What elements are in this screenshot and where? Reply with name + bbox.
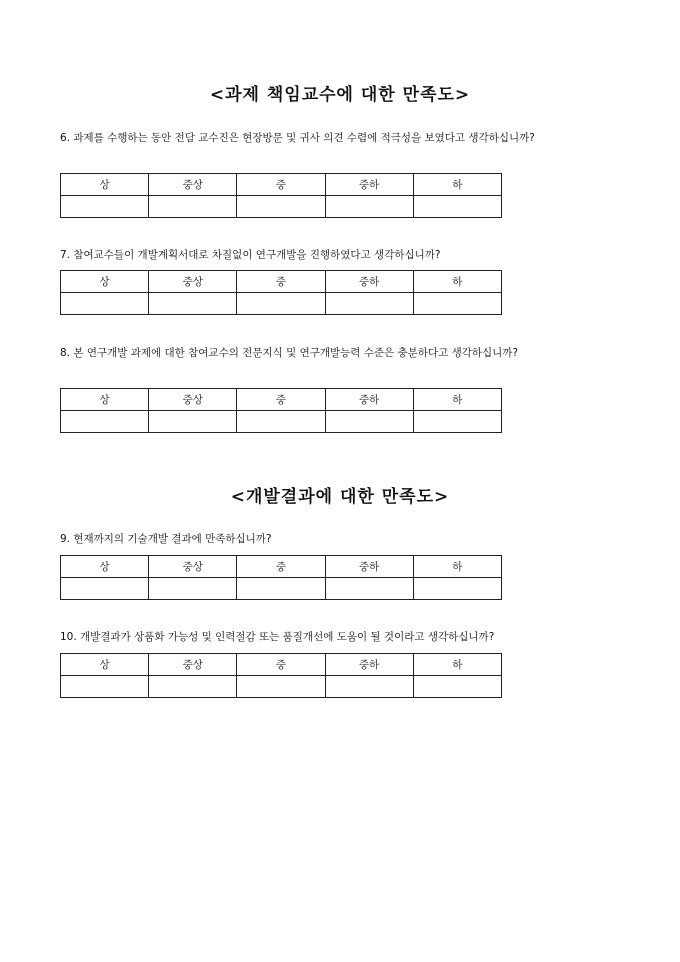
rating-cell-mid[interactable]: [237, 196, 325, 218]
rating-cell-high[interactable]: [61, 411, 149, 433]
rating-option-mid-high: 중상: [149, 654, 237, 676]
rating-option-high: 상: [61, 654, 149, 676]
rating-cell-low[interactable]: [413, 293, 501, 315]
section-title-results: <개발결과에 대한 만족도>: [230, 487, 450, 507]
rating-cell-mid-high[interactable]: [149, 411, 237, 433]
rating-option-mid: 중: [237, 389, 325, 411]
rating-cell-mid[interactable]: [237, 578, 325, 600]
rating-option-mid-low: 중하: [325, 654, 413, 676]
rating-cell-low[interactable]: [413, 578, 501, 600]
rating-option-mid: 중: [237, 654, 325, 676]
rating-option-mid-high: 중상: [149, 556, 237, 578]
rating-option-mid: 중: [237, 174, 325, 196]
rating-cell-mid-low[interactable]: [325, 411, 413, 433]
rating-option-mid: 중: [237, 271, 325, 293]
rating-cell-high[interactable]: [61, 676, 149, 698]
rating-option-mid-high: 중상: [149, 389, 237, 411]
rating-option-high: 상: [61, 556, 149, 578]
question-10: 10. 개발결과가 상품화 가능성 및 인력절감 또는 품질개선에 도움이 될 것이라고 생각하십니까?: [60, 631, 495, 643]
rating-option-mid-high: 중상: [149, 271, 237, 293]
rating-cell-high[interactable]: [61, 293, 149, 315]
rating-cell-mid[interactable]: [237, 293, 325, 315]
rating-cell-mid-low[interactable]: [325, 578, 413, 600]
rating-cell-mid[interactable]: [237, 411, 325, 433]
rating-option-mid-low: 중하: [325, 389, 413, 411]
rating-option-mid: 중: [237, 556, 325, 578]
rating-option-low: 하: [413, 174, 501, 196]
rating-cell-mid-high[interactable]: [149, 196, 237, 218]
rating-table-q6: [60, 173, 502, 218]
rating-table-q10: [60, 653, 502, 698]
rating-cell-high[interactable]: [61, 196, 149, 218]
rating-cell-mid-low[interactable]: [325, 676, 413, 698]
rating-option-mid-high: 중상: [149, 174, 237, 196]
rating-cell-mid[interactable]: [237, 676, 325, 698]
rating-cell-low[interactable]: [413, 676, 501, 698]
question-8: 8. 본 연구개발 과제에 대한 참여교수의 전문지식 및 연구개발능력 수준은 충분하다고 생각하십니까?: [60, 347, 519, 359]
question-7: 7. 참여교수들이 개발계획서대로 차질없이 연구개발을 진행하였다고 생각하십니까?: [60, 249, 441, 261]
question-9: 9. 현재까지의 기술개발 결과에 만족하십니까?: [60, 533, 272, 545]
section-title-professor: <과제 책임교수에 대한 만족도>: [209, 85, 471, 105]
rating-option-mid-low: 중하: [325, 271, 413, 293]
rating-option-high: 상: [61, 389, 149, 411]
rating-option-high: 상: [61, 174, 149, 196]
rating-cell-high[interactable]: [61, 578, 149, 600]
rating-cell-low[interactable]: [413, 411, 501, 433]
rating-table-q8: [60, 388, 502, 433]
rating-option-mid-low: 중하: [325, 174, 413, 196]
rating-option-low: 하: [413, 389, 501, 411]
rating-option-low: 하: [413, 556, 501, 578]
question-6: 6. 과제를 수행하는 동안 전담 교수진은 현장방문 및 귀사 의견 수렴에 적극성을 보였다고 생각하십니까?: [60, 132, 535, 144]
rating-cell-mid-low[interactable]: [325, 293, 413, 315]
rating-cell-mid-high[interactable]: [149, 676, 237, 698]
rating-option-high: 상: [61, 271, 149, 293]
rating-option-low: 하: [413, 271, 501, 293]
rating-option-mid-low: 중하: [325, 556, 413, 578]
rating-table-q9: [60, 555, 502, 600]
rating-cell-low[interactable]: [413, 196, 501, 218]
rating-option-low: 하: [413, 654, 501, 676]
rating-cell-mid-low[interactable]: [325, 196, 413, 218]
rating-cell-mid-high[interactable]: [149, 293, 237, 315]
rating-table-q7: [60, 270, 502, 315]
rating-cell-mid-high[interactable]: [149, 578, 237, 600]
